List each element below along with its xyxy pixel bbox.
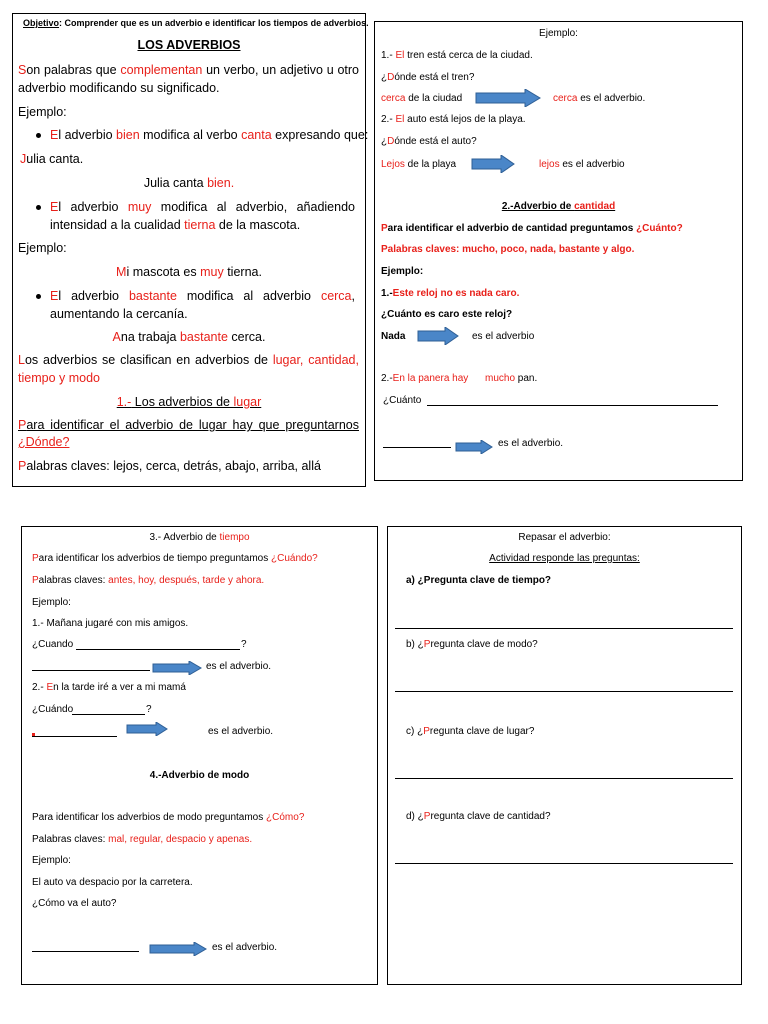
section-lugar-heading: 1.- Los adverbios de lugar [116,395,262,409]
cantidad-keywords: Palabras claves: mucho, poco, nada, bastante y algo. [381,244,635,255]
example-ana: Ana trabaja bastante cerca. [112,330,266,344]
answer-line[interactable] [32,951,139,952]
bullet-dot [36,133,41,138]
example-julia-canta: Julia canta. [20,152,84,166]
example-julia-canta-bien: Julia canta bien. [143,176,235,190]
example-line: ¿Dónde está el tren? [381,72,475,83]
question-b: b) ¿Pregunta clave de modo? [406,639,538,650]
modo-instruction: Para identificar los adverbios de modo preguntamos ¿Cómo? [32,812,305,823]
review-subtitle: Actividad responde las preguntas: [489,553,640,564]
right-arrow-icon [126,722,168,736]
example-label: Ejemplo: [18,241,67,255]
example-line: 1.-Este reloj no es nada caro. [381,288,520,299]
answer-line[interactable] [76,649,240,650]
example-line: 2.- El auto está lejos de la playa. [381,114,526,125]
lugar-question: ¿Dónde? [18,435,70,449]
right-arrow-icon [417,327,459,345]
example-line: 2.-En la panera hay [381,373,469,384]
modo-keywords: Palabras claves: mal, regular, despacio y apenas. [32,834,253,845]
right-arrow-icon [471,155,515,173]
example-line: ¿Cuánto es caro este reloj? [381,309,513,320]
bullet-bastante-line-2: aumentando la cercanía. [50,307,188,321]
example-line: ¿Dónde está el auto? [381,136,477,147]
classification-line-2: tiempo y modo [18,371,100,385]
definition-panel [12,13,369,487]
question-a: a) ¿Pregunta clave de tiempo? [406,575,552,586]
objective-line [23,18,369,28]
question-line: ¿Cuánto [383,395,422,406]
answer-line-c[interactable] [395,778,733,779]
example-line: es el adverbio. [208,726,274,737]
tiempo-instruction: Para identificar los adverbios de tiempo preguntamos ¿Cuándo? [32,553,318,564]
example-label: Ejemplo: [32,855,71,866]
classification-line-1: Los adverbios se clasifican en adverbios de lugar, cantidad, [18,353,359,367]
example-line: El auto va despacio por la carretera. [32,877,193,888]
example-mascota: Mi mascota es muy tierna. [116,265,262,279]
answer-line[interactable] [32,736,117,737]
right-arrow-icon [149,942,207,956]
bullet-dot [36,205,41,210]
section-modo-heading: 4.-Adverbio de modo [149,770,250,781]
example-line: 2.- En la tarde iré a ver a mi mamá [32,682,186,693]
example-label: Ejemplo: [18,105,67,119]
answer-line-a[interactable] [395,628,733,629]
objective-text: : Comprender que es un adverbio e identificar los tiempos de adverbios. [59,18,369,28]
question-d: d) ¿Pregunta clave de cantidad? [406,811,551,822]
red-mark [32,733,35,736]
example-line: Lejos de la playa [381,159,457,170]
answer-line[interactable] [72,714,145,715]
examples-cantidad-panel [374,21,743,481]
tiempo-modo-panel [21,526,378,985]
bullet-dot [36,294,41,299]
tiempo-keywords: Palabras claves: antes, hoy, después, tarde y ahora. [32,575,265,586]
example-line: lejos es el adverbio [539,159,625,170]
example-label: Ejemplo: [381,266,424,277]
example-line: cerca de la ciudad [381,93,463,104]
example-heading: Ejemplo: [539,28,578,39]
example-line: cerca es el adverbio. [553,93,646,104]
example-line: Nada [381,331,406,342]
bullet-muy-line-2: intensidad a la cualidad tierna de la mascota. [50,218,301,232]
definition-line-1: Son palabras que complementan un verbo, un adjetivo u otro [18,63,359,77]
question-line: ¿Cómo va el auto? [32,898,117,909]
section-cantidad-heading: 2.-Adverbio de cantidad [501,201,616,212]
answer-line-b[interactable] [395,691,733,692]
bullet-bien: El adverbio bien modifica al verbo canta expresando que: [50,128,369,142]
example-line: es el adverbio. [206,661,272,672]
review-activity-panel [387,526,742,985]
objective-label: Objetivo [23,18,60,28]
cantidad-instruction: Para identificar el adverbio de cantidad preguntamos ¿Cuánto? [381,223,683,234]
section-tiempo-heading: 3.- Adverbio de tiempo [149,532,250,543]
example-line: 1.- El tren está cerca de la ciudad. [381,50,533,61]
review-title: Repasar el adverbio: [518,532,611,543]
example-line: mucho pan. [485,373,538,384]
bullet-muy: El adverbio muy modifica al adverbio, añadiendo [50,200,355,214]
question-line: ¿Cuando [32,639,74,650]
example-label: Ejemplo: [32,597,71,608]
right-arrow-icon [152,661,202,675]
answer-line[interactable] [427,405,718,406]
question-line: ¿Cuándo [32,704,74,715]
right-arrow-icon [475,89,541,107]
bullet-bastante: El adverbio bastante modifica al adverbio cerca, [50,289,355,303]
example-line: es el adverbio [472,331,535,342]
answer-line[interactable] [32,670,150,671]
question-c: c) ¿Pregunta clave de lugar? [406,726,535,737]
definition-line-2: adverbio modificando su significado. [18,81,220,95]
question-mark: ? [241,639,247,650]
example-line: es el adverbio. [212,942,278,953]
example-line: es el adverbio. [498,438,564,449]
answer-line-d[interactable] [395,863,733,864]
page-title: LOS ADVERBIOS [137,38,241,52]
answer-line[interactable] [383,447,451,448]
example-line: 1.- Mañana jugaré con mis amigos. [32,618,189,629]
lugar-keywords: Palabras claves: lejos, cerca, detrás, abajo, arriba, allá [18,459,321,473]
lugar-instruction: Para identificar el adverbio de lugar hay que preguntarnos [18,418,359,432]
right-arrow-icon [455,440,493,454]
question-mark: ? [146,704,152,715]
